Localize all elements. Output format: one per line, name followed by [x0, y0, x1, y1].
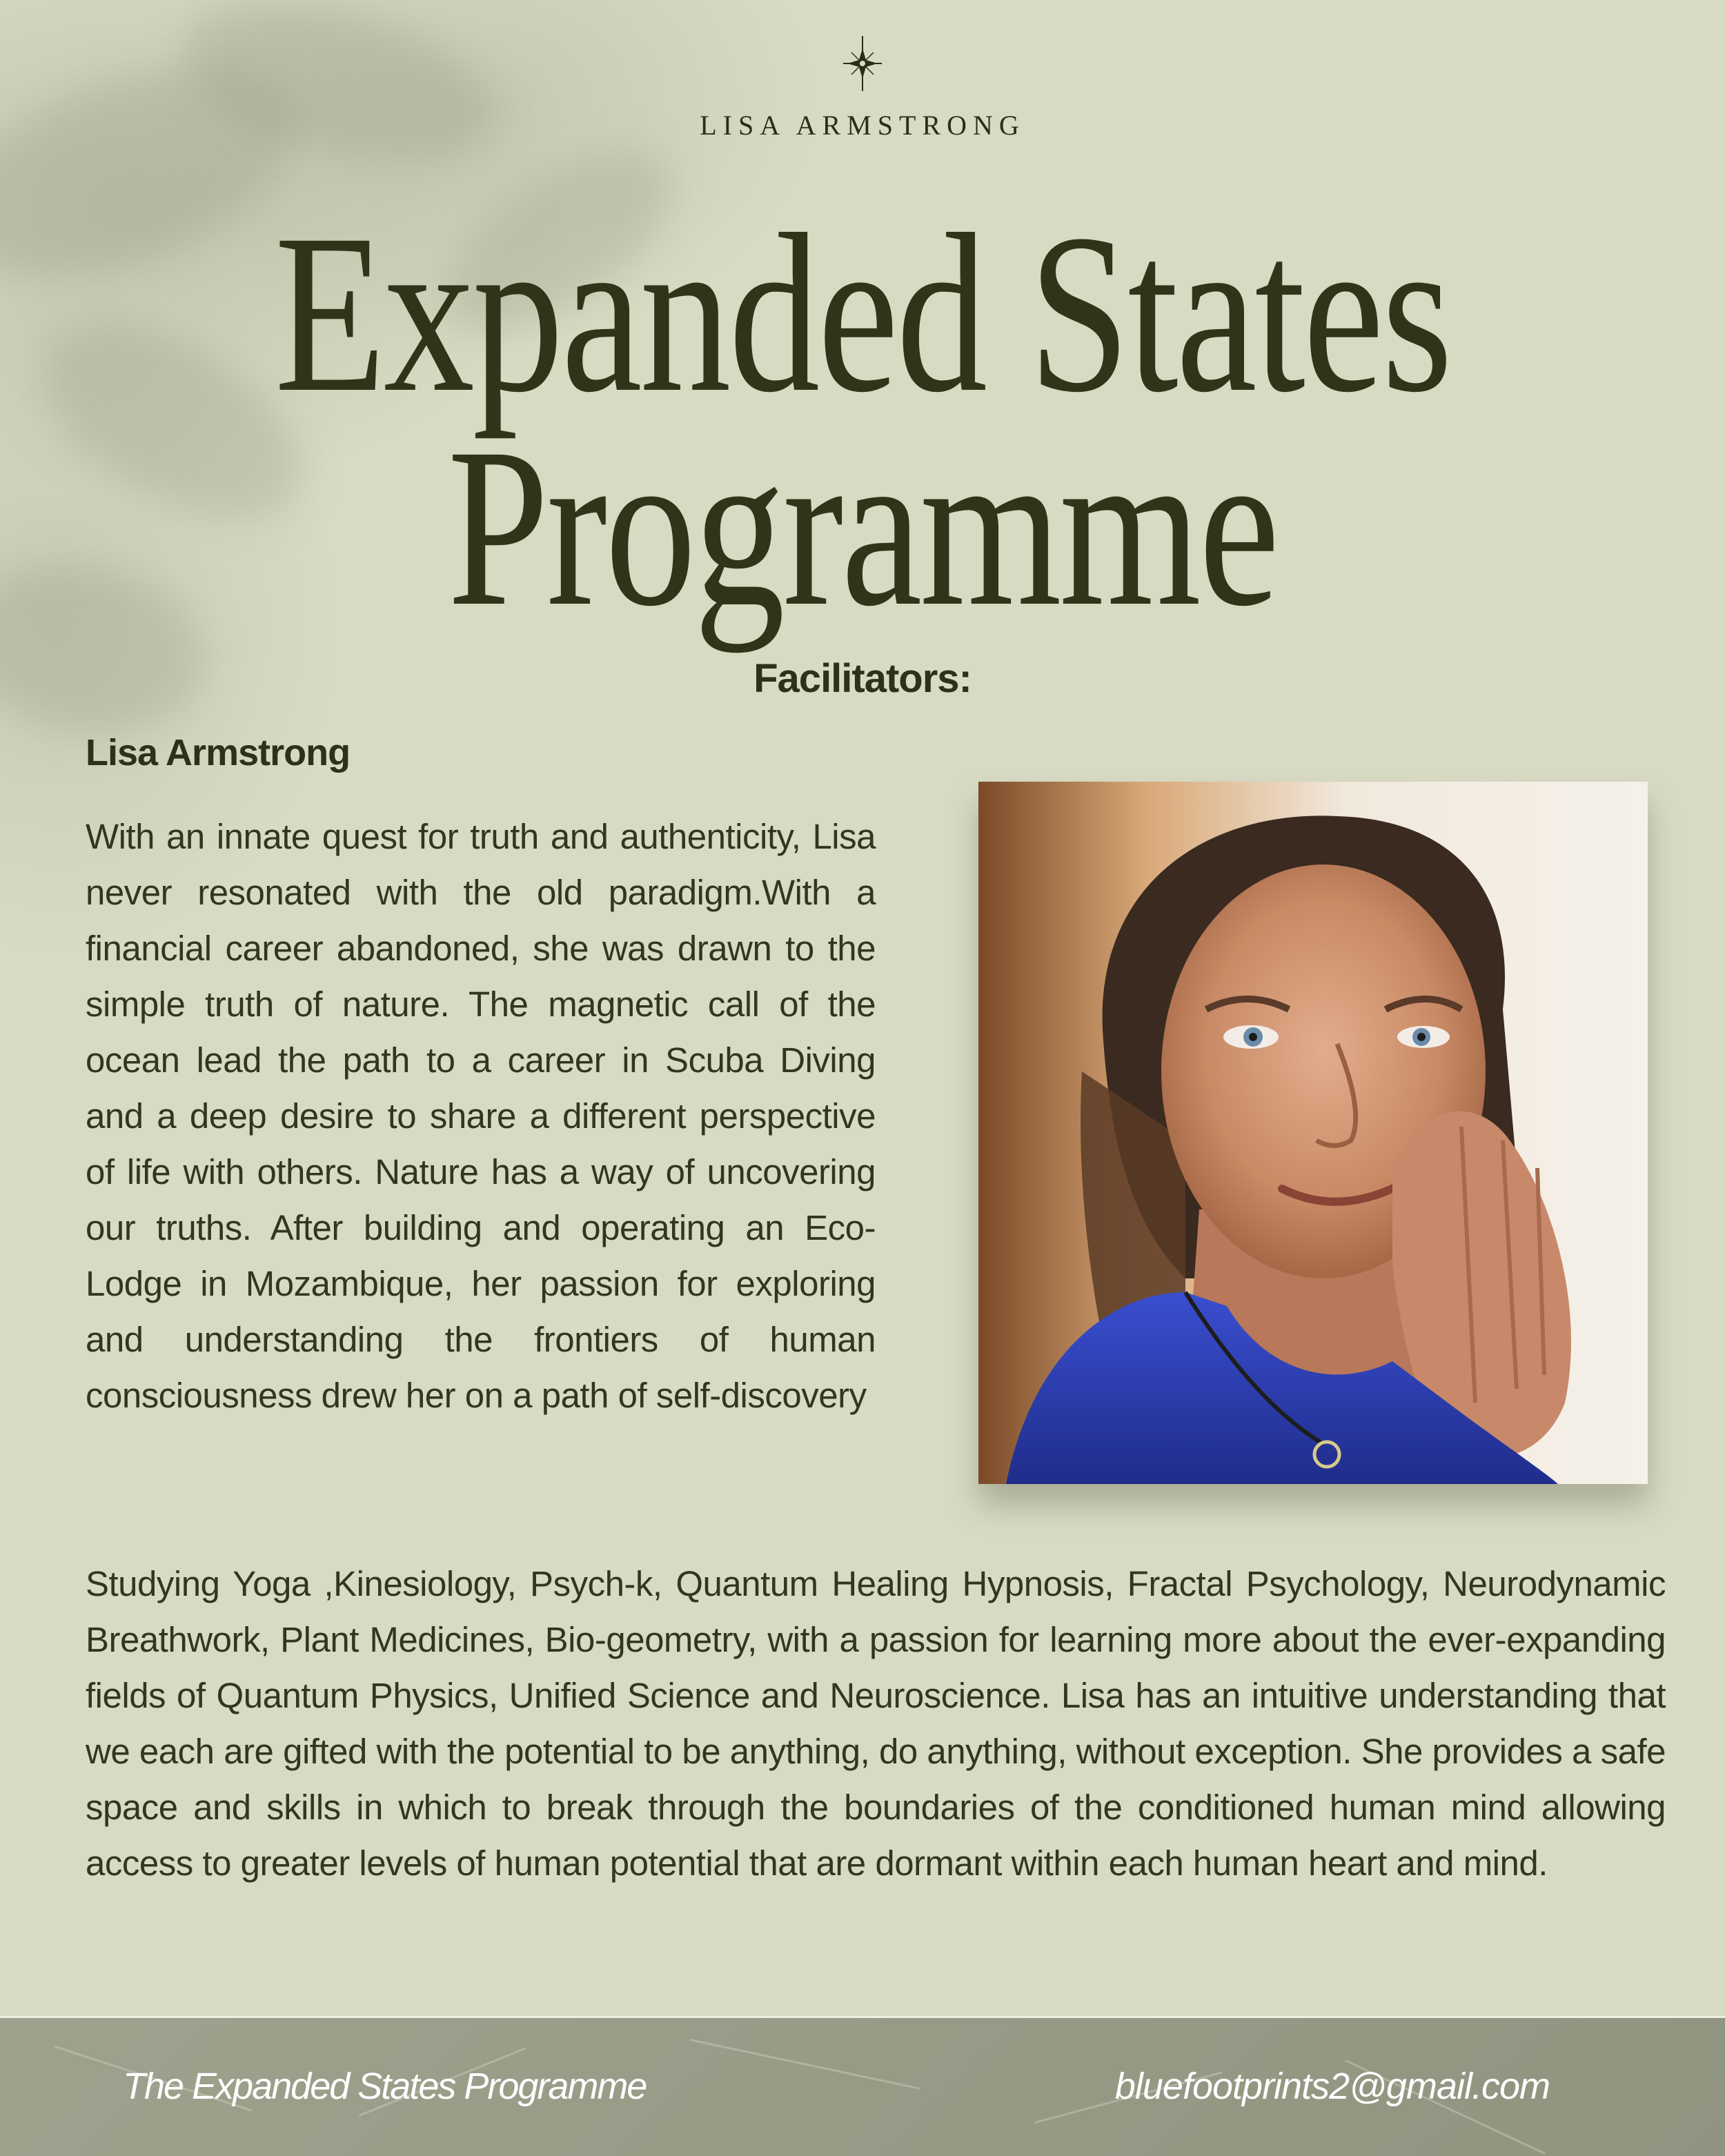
footer	[0, 2016, 1725, 2156]
page-title-line2: Programme	[447, 402, 1278, 653]
brand-name: LISA ARMSTRONG	[700, 110, 1025, 141]
facilitator-portrait	[978, 782, 1648, 1484]
facilitator-name: Lisa Armstrong	[86, 732, 351, 773]
bio-paragraph-2: Studying Yoga ,Kinesiology, Psych-k, Quantum Healing Hypnosis, Fractal Psychology, Neurodynamic Breathwork, Plant Medicines, Bio-geometry, with a passion for learning more about the ever-expanding fields of Quantum Physics, Unified Science and Neuroscience. Lisa has an intuitive understanding that we each are gifted with the potential to be anything, do anything, without exception. She provides a safe space and skills in which to break through the boundaries of the conditioned human mind allowing access to greater levels of human potential that are dormant within each human heart and mind.	[86, 1564, 1666, 1883]
footer-email-link[interactable]: bluefootprints2@gmail.com	[1114, 2066, 1550, 2107]
portrait-image	[978, 782, 1648, 1484]
facilitators-heading: Facilitators:	[753, 656, 972, 701]
footer-programme-name: The Expanded States Programme	[123, 2066, 647, 2107]
bio-paragraph-1: With an innate quest for truth and authenticity, Lisa never resonated with the old paradigm.With a financial career abandoned, she was drawn to the simple truth of nature. The magnetic call of the ocean lead the path to a career in Scuba Diving and a deep desire to share a different perspective of life with others. Nature has a way of uncovering our truths. After building and operating an Eco-Lodge in Mozambique, her passion for exploring and understanding the frontiers of human consciousness drew her on a path of self-discovery	[86, 817, 876, 1415]
compass-star-icon	[834, 34, 891, 92]
page-title-line1: Expanded States	[274, 188, 1451, 439]
footer-texture	[689, 2039, 919, 2090]
